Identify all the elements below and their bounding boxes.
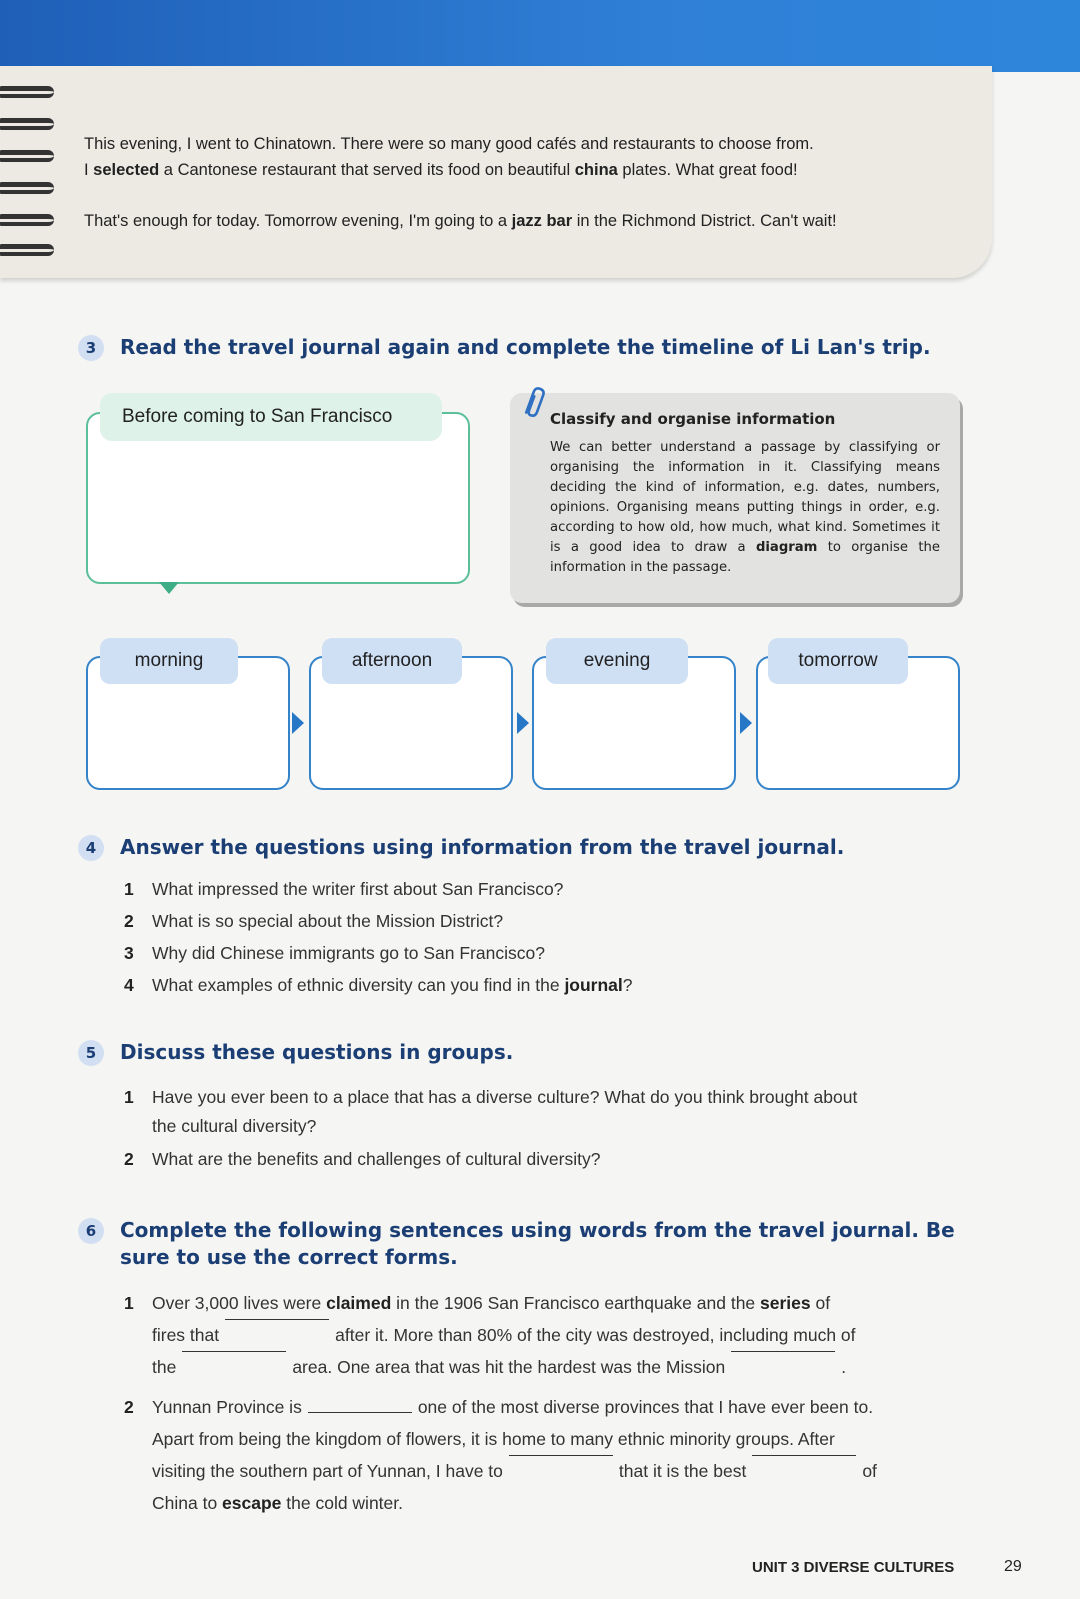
journal-line-2: I selected a Cantonese restaurant that served its food on beautiful china plates. What great food! [84,161,798,179]
list-item-continued: the cultural diversity? [152,1116,317,1136]
list-item: 2 What is so special about the Mission District? [124,911,504,931]
list-item: 2 What are the benefits and challenges of cultural diversity? [124,1149,601,1169]
blank-field[interactable] [509,1455,613,1456]
tip-title: Classify and organise information [550,410,836,428]
timeline-label-tomorrow: tomorrow [768,638,908,684]
list-item: 4 What examples of ethnic diversity can you find in the journal? [124,975,633,995]
journal-card [0,66,992,278]
list-item: 1 What impressed the writer first about San Francisco? [124,879,564,899]
page-number: 29 [1004,1558,1022,1575]
ex5-number: 5 [78,1040,104,1066]
timeline-label-morning: morning [100,638,238,684]
ex4-heading-text: Answer the questions using information from the travel journal. [120,835,845,859]
right-arrow-icon [740,712,752,734]
tip-box [510,393,960,603]
ex6-heading-text: Complete the following sentences using words from the travel journal. Be sure to use the correct forms. [120,1218,955,1269]
ex3-number: 3 [78,335,104,361]
right-arrow-icon [292,712,304,734]
ex5-question-list [124,1083,857,1174]
list-item-continued: visiting the southern part of Yunnan, I have to that it is the best of [124,1455,974,1487]
list-item-continued: the area. One area that was hit the hardest was the Mission . [124,1351,974,1383]
blank-field[interactable] [225,1319,329,1320]
ex4-question-list [124,873,633,1001]
ex6-sentence-1 [124,1287,974,1383]
before-san-francisco-label: Before coming to San Francisco [100,393,442,441]
timeline-label-afternoon: afternoon [322,638,462,684]
blank-field[interactable] [731,1351,835,1352]
tip-body: We can better understand a passage by classifying or organising the information in it. Classifying means deciding the kind of information, e.g. dates, numbers, opinions. Organising means putting things in order, e.g. according to how old, how much, what kind. Sometimes it is a good idea to draw a diagram to organise the information in the passage. [550,440,940,575]
top-banner [0,0,1080,72]
list-item-continued: Apart from being the kingdom of flowers, it is home to many ethnic minority groups. After [152,1429,835,1449]
ex6-sentence-2 [124,1391,974,1519]
paperclip-icon [522,385,548,425]
ex4-heading [78,834,844,861]
blank-field[interactable] [752,1455,856,1456]
ex5-heading-text: Discuss these questions in groups. [120,1040,514,1064]
ex4-number: 4 [78,835,104,861]
journal-line-3: That's enough for today. Tomorrow evening, I'm going to a jazz bar in the Richmond District. Can't wait! [84,212,837,230]
right-arrow-icon [517,712,529,734]
ex6-heading [78,1217,955,1271]
list-item-continued: China to escape the cold winter. [152,1493,404,1513]
blank-field[interactable] [308,1412,412,1413]
list-item: 3 Why did Chinese immigrants go to San Francisco? [124,943,545,963]
ex3-heading-text: Read the travel journal again and complete the timeline of Li Lan's trip. [120,335,931,359]
ex3-heading [78,334,931,361]
down-arrow-icon [159,582,179,594]
list-item: 1 Over 3,000 lives were claimed in the 1906 San Francisco earthquake and the series of [124,1293,831,1313]
timeline-label-evening: evening [546,638,688,684]
blank-field[interactable] [182,1351,286,1352]
list-item: 1 Have you ever been to a place that has a diverse culture? What do you think brought about [124,1087,858,1107]
list-item: 2 Yunnan Province is one of the most diverse provinces that I have ever been to. [124,1397,874,1417]
ex5-heading [78,1039,513,1066]
ex6-number: 6 [78,1218,104,1244]
list-item-continued: fires that after it. More than 80% of the city was destroyed, including much of [124,1319,974,1351]
journal-line-1: This evening, I went to Chinatown. There were so many good cafés and restaurants to choose from. [84,135,814,153]
footer-unit-title: UNIT 3 DIVERSE CULTURES [752,1559,955,1576]
